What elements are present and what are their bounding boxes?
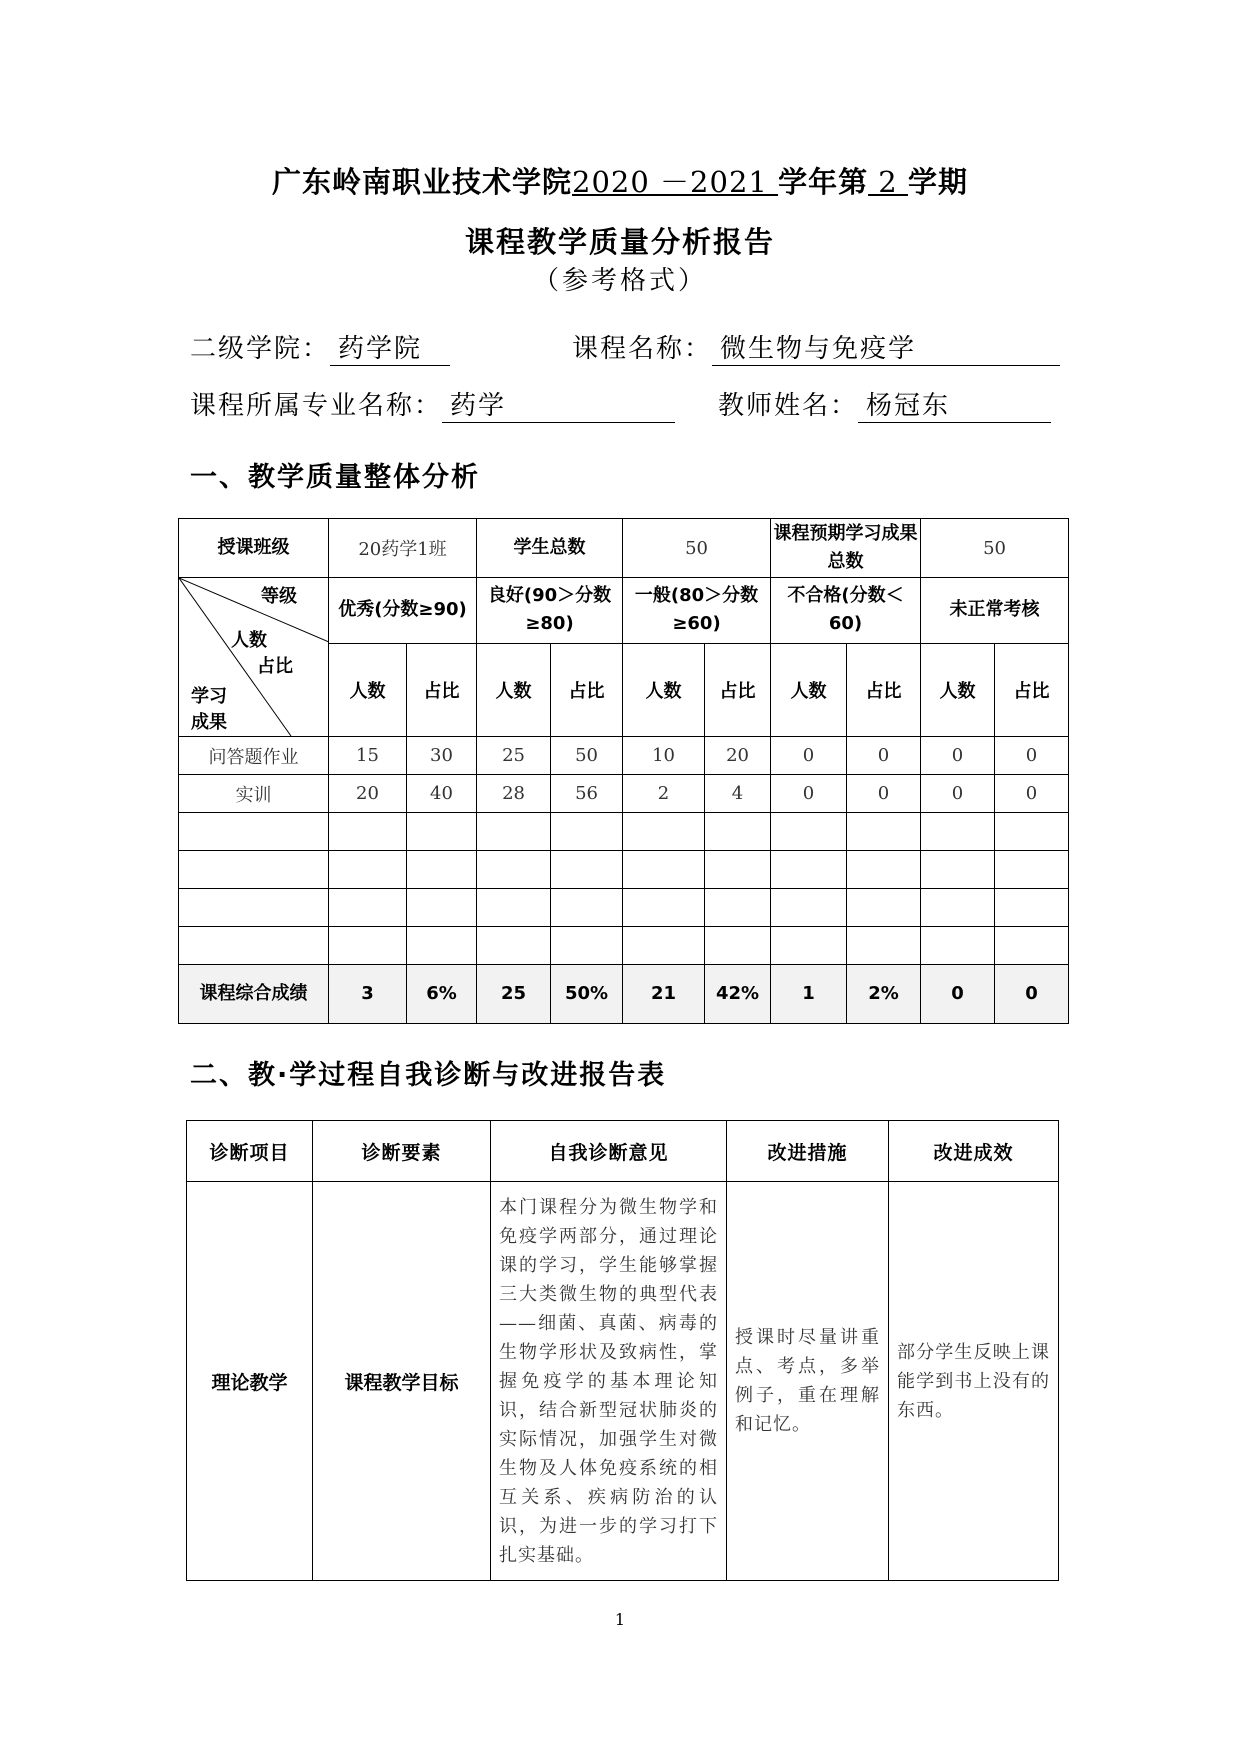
section-1-title: 一、教学质量整体分析	[190, 462, 480, 493]
row-name: 问答题作业	[179, 737, 329, 775]
major-value: 药学	[442, 385, 675, 423]
sub-count: 人数	[329, 643, 407, 736]
diag-ratio-label: 占比	[257, 656, 293, 677]
page-number: 1	[614, 1610, 626, 1629]
course-field	[572, 328, 1060, 366]
grade-excellent: 优秀(分数≥90)	[329, 578, 477, 644]
format-note: （参考格式）	[532, 266, 707, 296]
cell: 15	[329, 737, 407, 775]
course-value: 微生物与免疫学	[712, 328, 1060, 366]
header-opinion: 自我诊断意见	[491, 1121, 727, 1182]
header-effect: 改进成效	[889, 1121, 1059, 1182]
grade-fail: 不合格(分数＜60)	[771, 578, 921, 644]
cell: 25	[477, 737, 551, 775]
year-range: 2020 －2021	[572, 165, 779, 199]
grade-good: 良好(90＞分数≥80)	[477, 578, 623, 644]
college-field	[190, 328, 450, 366]
teacher-label: 教师姓名：	[718, 391, 859, 421]
cell: 30	[407, 737, 477, 775]
table-row	[179, 737, 1069, 775]
total-cell: 0	[995, 965, 1069, 1024]
report-title: 课程教学质量分析报告	[464, 225, 775, 259]
grade-not-assessed: 未正常考核	[921, 578, 1069, 644]
cell: 20	[329, 775, 407, 813]
header-measures: 改进措施	[727, 1121, 889, 1182]
diagnosis-item: 理论教学	[187, 1182, 313, 1581]
course-label: 课程名称：	[572, 334, 713, 364]
school-name: 广东岭南职业技术学院	[272, 165, 573, 199]
cell: 0	[847, 775, 921, 813]
self-diagnosis-opinion: 本门课程分为微生物学和免疫学两部分，通过理论课的学习，学生能够掌握三大类微生物的典型代表——细菌、真菌、病毒的生物学形状及致病性，掌握免疫学的基本理论知识，结合新型冠状肺炎的实际情况，加强学生对微生物及人体免疫系统的相互关系、疾病防治的认识，为进一步的学习打下扎实基础。	[491, 1182, 727, 1581]
sub-ratio: 占比	[551, 643, 623, 736]
header-element: 诊断要素	[313, 1121, 491, 1182]
diag-outcome-label-2: 成果	[191, 712, 227, 733]
sub-count: 人数	[921, 643, 995, 736]
total-cell: 1	[771, 965, 847, 1024]
header-item: 诊断项目	[187, 1121, 313, 1182]
total-row	[179, 965, 1069, 1024]
class-value: 20药学1班	[329, 519, 477, 578]
cell: 4	[705, 775, 771, 813]
section-2-title: 二、教·学过程自我诊断与改进报告表	[190, 1060, 667, 1091]
cell: 56	[551, 775, 623, 813]
total-cell: 6%	[407, 965, 477, 1024]
major-label: 课程所属专业名称：	[190, 391, 443, 421]
diagnosis-element: 课程教学目标	[313, 1182, 491, 1581]
diagnosis-table	[186, 1120, 1059, 1581]
cell: 0	[995, 737, 1069, 775]
diag-grade-label: 等级	[261, 586, 297, 607]
total-cell: 50%	[551, 965, 623, 1024]
grade-average: 一般(80＞分数≥60)	[623, 578, 771, 644]
diagonal-header-cell	[179, 578, 329, 737]
expected-outcomes-value: 50	[921, 519, 1069, 578]
empty-row	[179, 851, 1069, 889]
empty-row	[179, 889, 1069, 927]
sub-count: 人数	[477, 643, 551, 736]
cell: 40	[407, 775, 477, 813]
cell: 0	[921, 737, 995, 775]
cell: 0	[771, 775, 847, 813]
cell: 0	[847, 737, 921, 775]
sub-count: 人数	[623, 643, 705, 736]
total-cell: 42%	[705, 965, 771, 1024]
major-field	[190, 385, 675, 423]
class-label: 授课班级	[179, 519, 329, 578]
report-header-line	[0, 160, 1240, 201]
term-suffix: 学期	[907, 165, 968, 199]
total-cell: 0	[921, 965, 995, 1024]
diag-count-label: 人数	[231, 630, 267, 651]
quality-analysis-table	[178, 518, 1069, 1024]
sub-ratio: 占比	[847, 643, 921, 736]
total-cell: 25	[477, 965, 551, 1024]
cell: 2	[623, 775, 705, 813]
cell: 0	[921, 775, 995, 813]
total-label: 课程综合成绩	[179, 965, 329, 1024]
row-name: 实训	[179, 775, 329, 813]
sub-ratio: 占比	[995, 643, 1069, 736]
year-suffix: 学年第	[778, 165, 869, 199]
students-label: 学生总数	[477, 519, 623, 578]
students-value: 50	[623, 519, 771, 578]
cell: 0	[771, 737, 847, 775]
term-number: 2	[868, 165, 908, 199]
sub-count: 人数	[771, 643, 847, 736]
expected-outcomes-label: 课程预期学习成果总数	[771, 519, 921, 578]
cell: 10	[623, 737, 705, 775]
teacher-value: 杨冠东	[858, 385, 1051, 423]
total-cell: 21	[623, 965, 705, 1024]
total-cell: 3	[329, 965, 407, 1024]
empty-row	[179, 813, 1069, 851]
cell: 0	[995, 775, 1069, 813]
table-row	[179, 775, 1069, 813]
sub-ratio: 占比	[407, 643, 477, 736]
diag-outcome-label-1: 学习	[191, 686, 227, 707]
cell: 28	[477, 775, 551, 813]
empty-row	[179, 927, 1069, 965]
cell: 50	[551, 737, 623, 775]
total-cell: 2%	[847, 965, 921, 1024]
cell: 20	[705, 737, 771, 775]
college-value: 药学院	[330, 328, 450, 366]
improvement-measures: 授课时尽量讲重点、考点，多举例子，重在理解和记忆。	[727, 1182, 889, 1581]
table-row	[187, 1182, 1059, 1581]
sub-ratio: 占比	[705, 643, 771, 736]
improvement-effect: 部分学生反映上课能学到书上没有的东西。	[889, 1182, 1059, 1581]
teacher-field	[718, 385, 1051, 423]
college-label: 二级学院：	[190, 334, 331, 364]
